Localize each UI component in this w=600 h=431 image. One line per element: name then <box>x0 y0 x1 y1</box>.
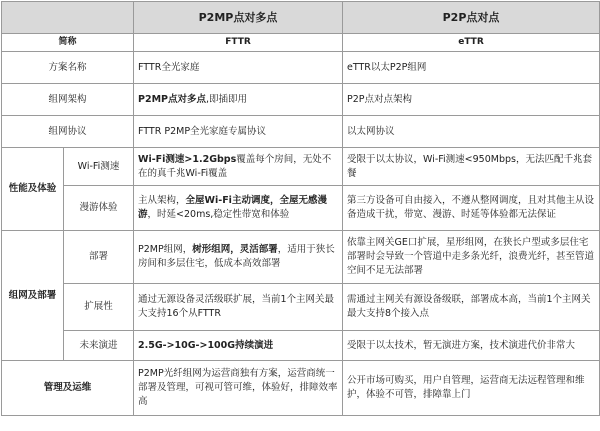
header-row <box>2 2 600 34</box>
row-ops <box>2 361 600 416</box>
ettr-ops: 公开市场可购买，用户自管理，运营商无法远程管理和维护，体验不可管，排障靠上门 <box>343 361 600 416</box>
label-wifi: Wi-Fi测速 <box>64 148 134 186</box>
row-wifi <box>2 148 600 186</box>
subheader-name: 简称 <box>2 34 134 52</box>
ettr-roam: 第三方设备可自由接入，不遵从整网调度，且对其他主从设备造成干扰，带宽、漫游、时延等体验都无法保证 <box>343 186 600 231</box>
subheader-ettr: eTTR <box>343 34 600 52</box>
label-deploy: 部署 <box>64 231 134 284</box>
label-ops: 管理及运维 <box>2 361 134 416</box>
ettr-expand: 需通过主网关有源设备级联，部署成本高，当前1个主网关最大支持8个接入点 <box>343 284 600 331</box>
fttr-ops: P2MP光纤组网为运营商独有方案，运营商统一部署及管理，可视可管可维，体验好，排障效率高 <box>134 361 343 416</box>
ettr-scheme: eTTR以太P2P组网 <box>343 52 600 84</box>
ettr-deploy: 依靠主网关GE口扩展，星形组网，在狭长户型或多层住宅部署时会导致一个管道中走多条光纤，浪费光纤，甚至管道空间不足无法部署 <box>343 231 600 284</box>
fttr-deploy-c: ，适用于狭长房间和多层住宅，低成本高效部署 <box>138 244 335 270</box>
fttr-roam-c: ，时延<20ms,稳定性带宽和体验 <box>147 209 290 221</box>
row-arch <box>2 84 600 116</box>
ettr-proto: 以太网协议 <box>343 116 600 148</box>
fttr-deploy <box>134 231 343 284</box>
label-roam: 漫游体验 <box>64 186 134 231</box>
fttr-wifi-rest: 覆盖每个房间，无处不在的真千兆Wi-Fi覆盖 <box>138 153 332 179</box>
label-proto: 组网协议 <box>2 116 134 148</box>
header-p2mp: P2MP点对多点 <box>134 2 343 34</box>
fttr-evolve: 2.5G->10G->100G持续演进 <box>134 331 343 361</box>
label-expand: 扩展性 <box>64 284 134 331</box>
row-expand <box>2 284 600 331</box>
subheader-fttr: FTTR <box>134 34 343 52</box>
fttr-wifi <box>134 148 343 186</box>
subheader-row <box>2 34 600 52</box>
fttr-roam-a: 主从架构， <box>138 195 186 207</box>
fttr-deploy-a: P2MP组网， <box>138 244 193 256</box>
row-proto <box>2 116 600 148</box>
row-deploy <box>2 231 600 284</box>
fttr-roam-b: 全屋Wi-Fi主动调度，全屋无感漫游 <box>138 195 327 221</box>
fttr-deploy-b: 树形组网，灵活部署 <box>192 244 278 256</box>
fttr-expand: 通过无源设备灵活级联扩展，当前1个主网关最大支持16个从FTTR <box>134 284 343 331</box>
comparison-table <box>1 1 600 416</box>
row-scheme <box>2 52 600 84</box>
fttr-arch <box>134 84 343 116</box>
fttr-arch-rest: ,即插即用 <box>206 93 248 105</box>
ettr-wifi: 受限于以太协议，Wi-Fi测速<950Mbps，无法匹配千兆套餐 <box>343 148 600 186</box>
row-evolve <box>2 331 600 361</box>
category-perf: 性能及体验 <box>2 148 64 231</box>
ettr-arch: P2P点对点架构 <box>343 84 600 116</box>
fttr-wifi-bold: Wi-Fi测速>1.2Gbps <box>138 153 237 165</box>
fttr-scheme: FTTR全光家庭 <box>134 52 343 84</box>
label-evolve: 未来演进 <box>64 331 134 361</box>
fttr-proto: FTTR P2MP全光家庭专属协议 <box>134 116 343 148</box>
fttr-arch-bold: P2MP点对多点 <box>138 93 206 105</box>
row-roam <box>2 186 600 231</box>
category-network: 组网及部署 <box>2 231 64 361</box>
label-arch: 组网架构 <box>2 84 134 116</box>
header-p2p: P2P点对点 <box>343 2 600 34</box>
label-scheme: 方案名称 <box>2 52 134 84</box>
header-corner <box>2 2 134 34</box>
fttr-roam <box>134 186 343 231</box>
ettr-evolve: 受限于以太技术，暂无演进方案，技术演进代价非常大 <box>343 331 600 361</box>
